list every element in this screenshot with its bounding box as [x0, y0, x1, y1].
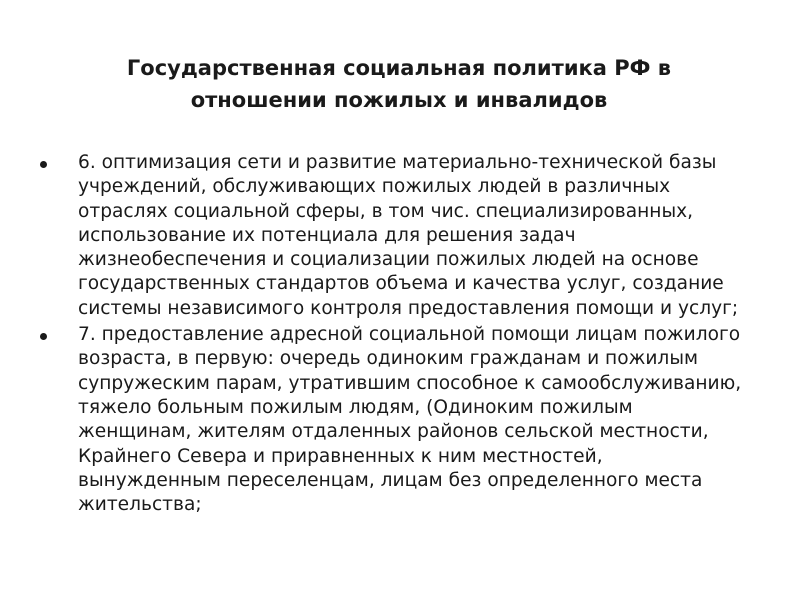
bullet-list — [40, 151, 742, 517]
bullet-text-7: 7. предоставление адресной социальной помощи лицам пожилого возраста, в первую: очередь одиноким гражданам и пожилым супружеским парам, утратившим способное к самообслуживанию, тяжело больным пожилым людям, (Одиноким пожилым женщинам, жителям отдаленных районов сельской местности, Крайнего Севера и приравненных к ним местностей, вынужденным переселенцам, лицам без определенного места жительства; — [78, 324, 742, 516]
bullet-item-6 — [40, 151, 742, 321]
slide-title: Государственная социальная политика РФ в отношении пожилых и инвалидов — [126, 56, 672, 112]
bullet-item-7 — [40, 323, 742, 517]
bullet-dot-icon — [40, 161, 47, 168]
bullet-text-6: 6. оптимизация сети и развитие материально-технической базы учреждений, обслуживающих пожилых людей в различных отраслях социальной сферы, в том чис. специализированных, использование их потенциала для решения задач жизнеобеспечения и социализации пожилых людей на основе государственных стандартов объема и качества услуг, создание системы независимого контроля предоставления помощи и услуг; — [78, 152, 739, 319]
bullet-dot-icon — [40, 333, 47, 340]
